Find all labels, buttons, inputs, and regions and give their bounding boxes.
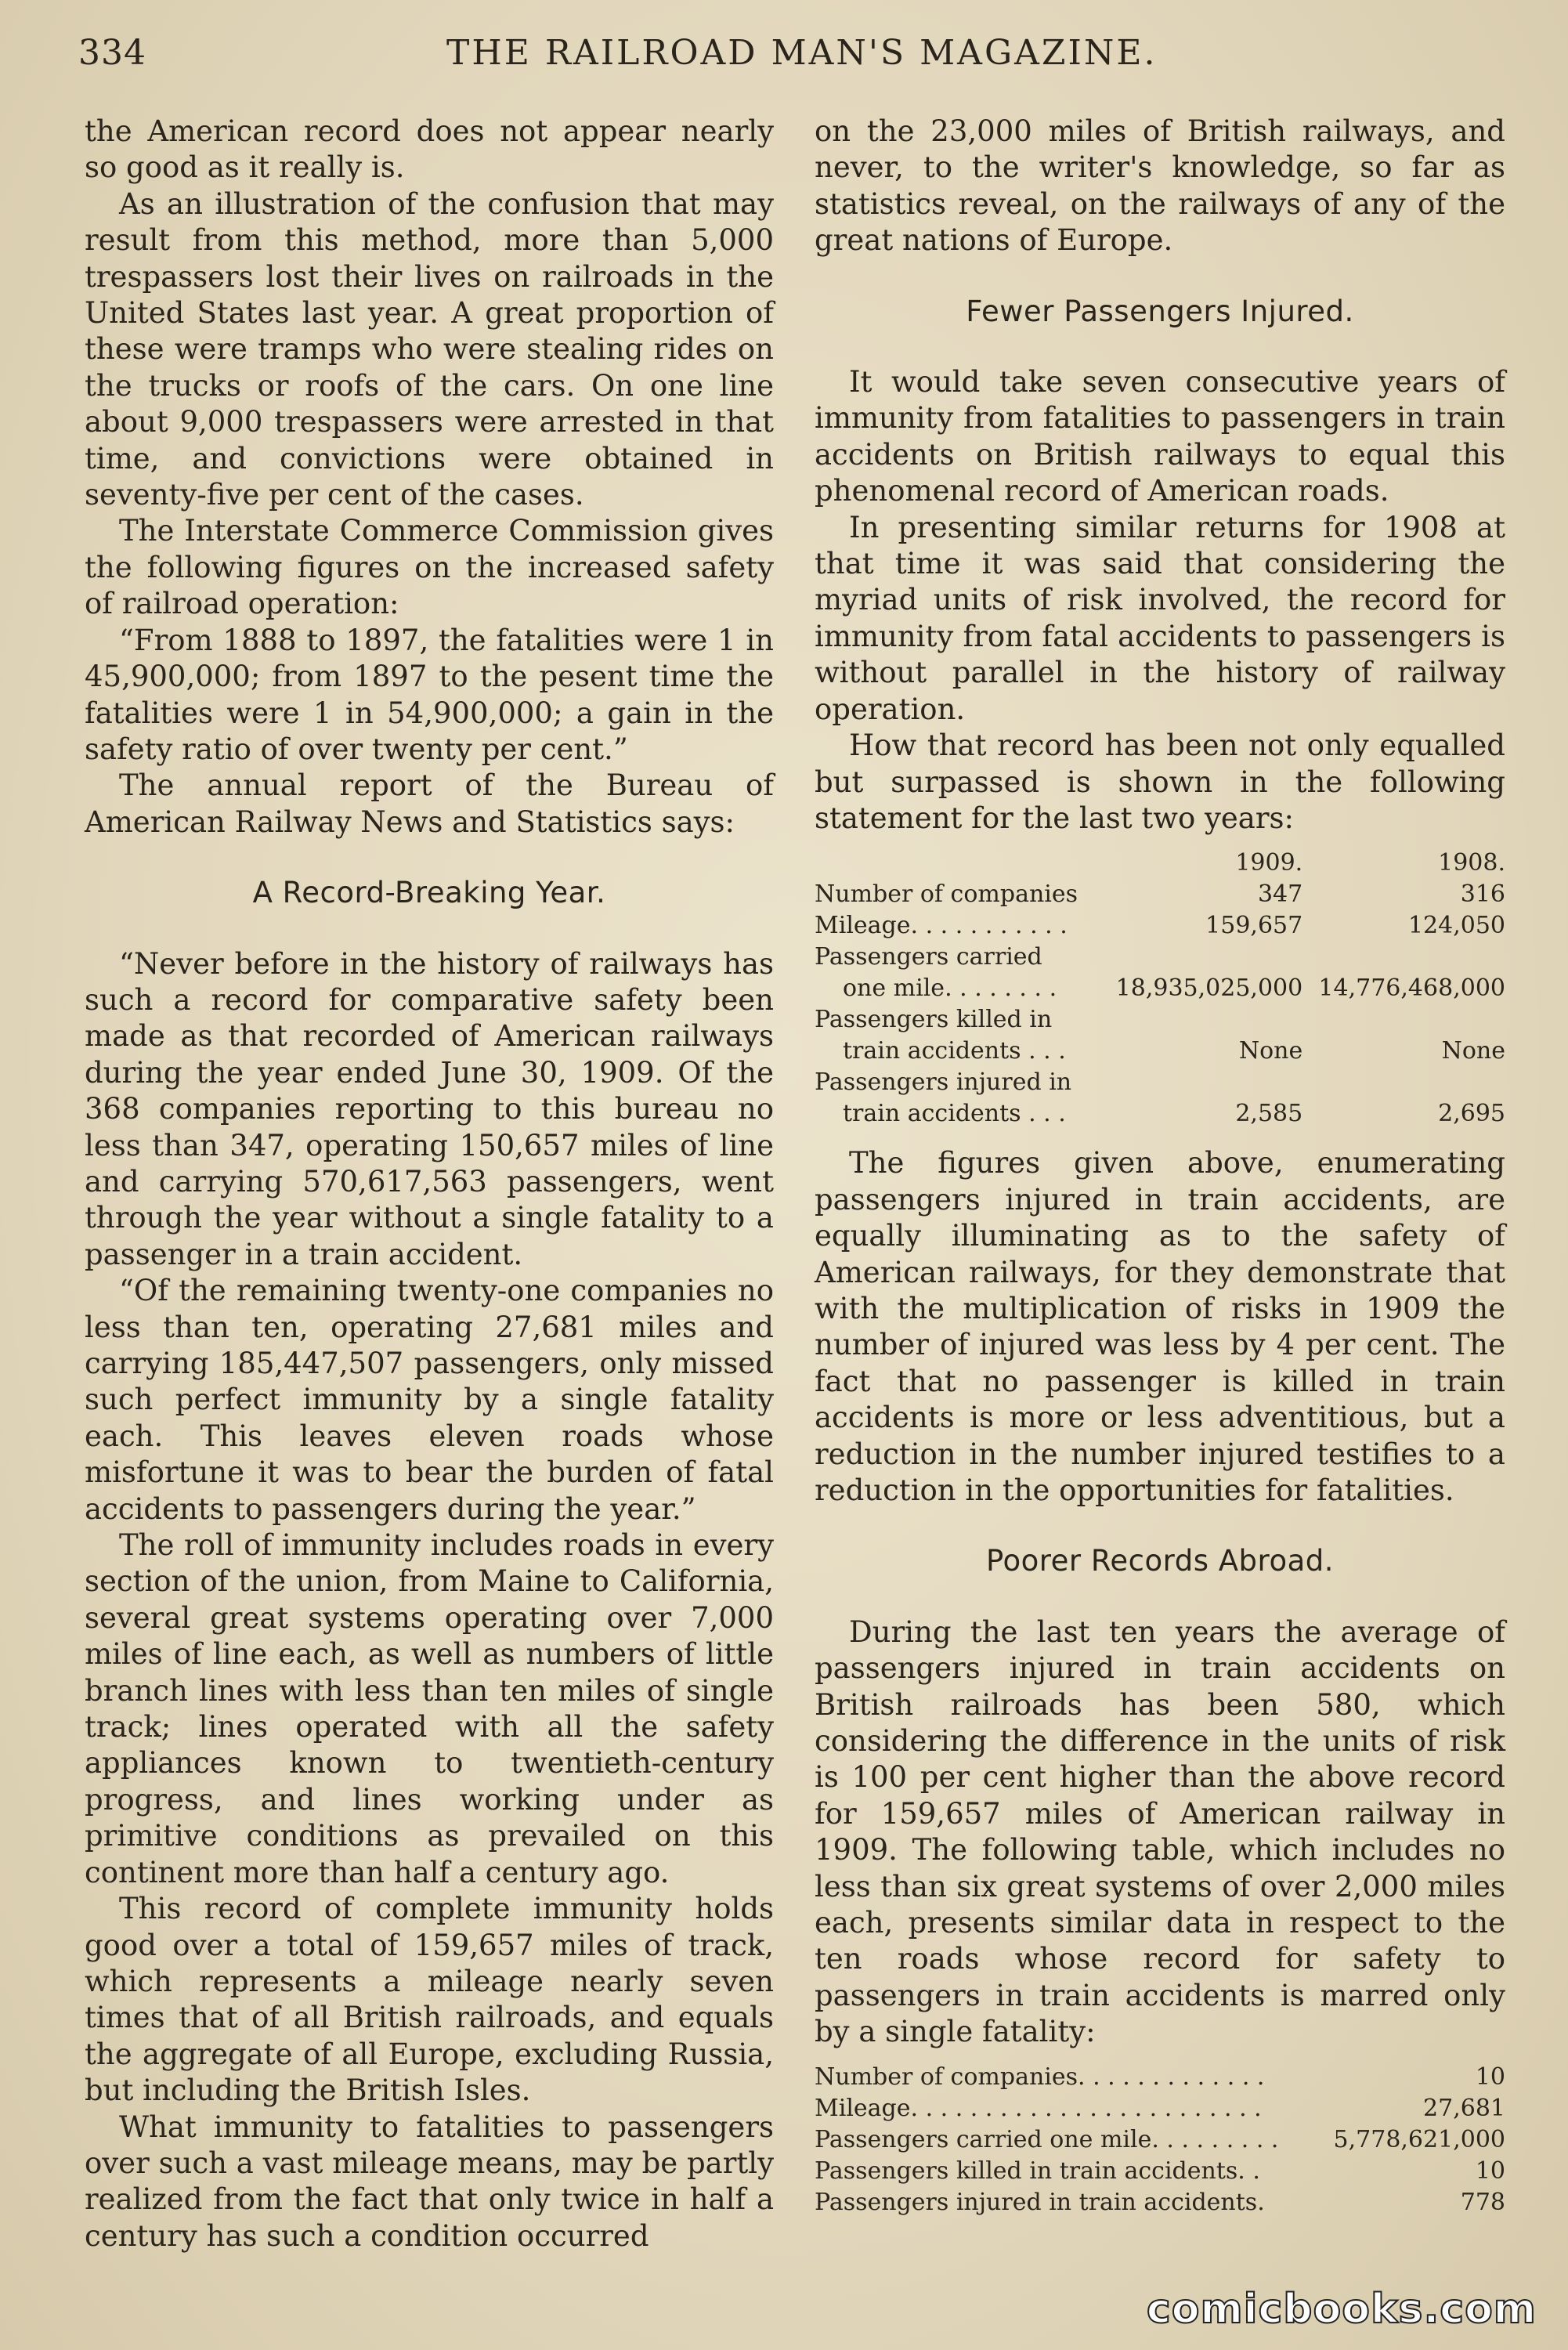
table-row — [815, 942, 1505, 973]
cell-value: None — [1238, 1037, 1303, 1065]
table-row — [815, 2124, 1505, 2156]
paragraph: In presenting similar returns for 1908 at that time it was said that considering the myriad units of risk involved, the record for immunity from fatal accidents to passengers is without parallel in the history of railway operation. — [815, 510, 1505, 726]
paragraph: It would take seven consecutive years of immunity from fatalities to passengers in train accidents on British railways to equal this phenomenal record of American roads. — [815, 365, 1505, 508]
cell-value — [1302, 1067, 1505, 1098]
row-label: Number of companies — [815, 880, 1078, 909]
cell-value: 10 — [1475, 2157, 1505, 2185]
column-header: 1908. — [1438, 849, 1505, 877]
column-header: 1909. — [1235, 849, 1303, 877]
paragraph: on the 23,000 miles of British railways, and never, to the writer's knowledge, so far as statistics reveal, on the railways of any of the great nations of Europe. — [815, 114, 1505, 258]
watermark: comicbooks.com — [1146, 2286, 1537, 2333]
section-heading: Poorer Records Abroad. — [985, 1544, 1335, 1578]
cell-value — [1100, 1067, 1302, 1098]
cell-value — [1100, 942, 1302, 973]
row-label: Number of companies. . . . . . . . . . . . . — [815, 2063, 1265, 2091]
table-row — [815, 973, 1505, 1004]
left-column — [85, 114, 774, 2254]
paragraph: “Of the remaining twenty-one companies no less than ten, operating 27,681 miles and carrying 185,447,507 passengers, only missed such perfect immunity by a single fatality each. This leaves eleven roads whose misfortune it was to bear the burden of fatal accidents to passengers during the year.” — [85, 1274, 774, 1526]
cell-value: 159,657 — [1205, 912, 1303, 940]
table-row — [815, 879, 1505, 910]
table-row — [815, 910, 1505, 942]
row-label: Passengers carried — [815, 943, 1042, 971]
paragraph: How that record has been not only equalled but surpassed is shown in the following statement for the last two years: — [815, 728, 1505, 835]
row-label: Passengers killed in train accidents. . — [815, 2157, 1260, 2185]
table-header-row — [815, 848, 1505, 879]
cell-value: 124,050 — [1407, 912, 1505, 940]
page-number: 334 — [78, 33, 146, 73]
cell-value: None — [1441, 1037, 1505, 1065]
row-label: train accidents . . . — [843, 1100, 1066, 1128]
paragraph: The annual report of the Bureau of American Railway News and Statistics says: — [85, 768, 774, 839]
row-label: one mile. . . . . . . . — [843, 974, 1057, 1003]
table-row — [815, 1067, 1505, 1098]
cell-value: 10 — [1475, 2063, 1505, 2091]
cell-value: 2,585 — [1235, 1100, 1303, 1128]
paragraph: the American record does not appear nearly so good as it really is. — [85, 114, 774, 185]
row-label: Passengers killed in — [815, 1006, 1053, 1034]
summary-table — [815, 2062, 1505, 2218]
paragraph: During the last ten years the average of passengers injured in train accidents on British railroads has been 580, which considering the difference in the units of risk is 100 per cent higher than the above record for 159,657 miles of American railway in 1909. The following table, which includes no less than six great systems of over 2,000 miles each, presents similar data in respect to the ten roads whose record for safety to passengers in train accidents is marred only by a single fatality: — [815, 1614, 1505, 2049]
paragraph: “From 1888 to 1897, the fatalities were 1 in 45,900,000; from 1897 to the pesent time the fatalities were 1 in 54,900,000; a gain in the safety ratio of over twenty per cent.” — [85, 623, 774, 766]
running-title: THE RAILROAD MAN'S MAGAZINE. — [446, 33, 1158, 73]
table-row — [815, 1004, 1505, 1036]
paragraph: What immunity to fatalities to passengers over such a vast mileage means, may be partly realized from the fact that only twice in half a century has such a condition occurred — [85, 2110, 774, 2253]
table-row — [815, 2156, 1505, 2187]
section-heading: A Record-Breaking Year. — [252, 876, 606, 910]
cell-value: 316 — [1460, 880, 1505, 909]
cell-value: 2,695 — [1438, 1100, 1505, 1128]
paragraph: As an illustration of the confusion that may result from this method, more than 5,000 trespassers lost their lives on railroads in the United States last year. A great proportion of these were tramps who were stealing rides on the trucks or roofs of the cars. On one line about 9,000 trespassers were arrested in that time, and convictions were obtained in seventy-five per cent of the cases. — [85, 186, 774, 512]
cell-value: 27,681 — [1423, 2094, 1505, 2122]
cell-value — [1302, 1004, 1505, 1036]
page-header — [78, 33, 1521, 80]
right-column — [815, 114, 1505, 2234]
cell-value: 778 — [1460, 2188, 1505, 2216]
cell-value: 18,935,025,000 — [1115, 974, 1303, 1003]
row-label: Passengers injured in — [815, 1068, 1072, 1097]
paragraph: The Interstate Commerce Commission gives the following figures on the increased safety of railroad operation: — [85, 514, 774, 621]
table-row — [815, 1098, 1505, 1130]
row-label: Mileage. . . . . . . . . . . . . . . . . . . . . . . . — [815, 2094, 1262, 2122]
paragraph: This record of complete immunity holds good over a total of 159,657 miles of track, which represents a mileage nearly seven times that of all British railroads, and equals the aggregate of all Europe, excluding Russia, but including the British Isles. — [85, 1892, 774, 2108]
row-label: Passengers carried one mile. . . . . . . . . — [815, 2125, 1279, 2153]
section-heading: Fewer Passengers Injured. — [966, 294, 1354, 328]
cell-value — [1302, 942, 1505, 973]
table-row — [815, 2187, 1505, 2218]
row-label: train accidents . . . — [843, 1037, 1066, 1065]
row-label: Mileage. . . . . . . . . . . — [815, 912, 1068, 940]
paragraph: The figures given above, enumerating passengers injured in train accidents, are equally illuminating as to the safety of American railways, for they demonstrate that with the multiplication of risks in 1909 the number of injured was less by 4 per cent. The fact that no passenger is killed in train accidents is more or less adventitious, but a reduction in the number injured testifies to a reduction in the opportunities for fatalities. — [815, 1146, 1505, 1507]
cell-value: 5,778,621,000 — [1333, 2125, 1505, 2153]
table-row — [815, 2062, 1505, 2093]
comparison-table — [815, 848, 1505, 1130]
table-row — [815, 1036, 1505, 1067]
cell-value: 347 — [1257, 880, 1303, 909]
paragraph: The roll of immunity includes roads in every section of the union, from Maine to California, several great systems operating over 7,000 miles of line each, as well as numbers of little branch lines with less than ten miles of single track; lines operated with all the safety appliances known to twentieth-century progress, and lines working under as primitive conditions as prevailed on this continent more than half a century ago. — [85, 1528, 774, 1889]
table-row — [815, 2093, 1505, 2124]
row-label: Passengers injured in train accidents. — [815, 2188, 1265, 2216]
paragraph: “Never before in the history of railways has such a record for comparative safety been made as that recorded of American railways during the year ended June 30, 1909. Of the 368 companies reporting to this bureau no less than 347, operating 150,657 miles of line and carrying 570,617,563 passengers, went through the year without a single fatality to a passenger in a train accident. — [85, 946, 774, 1271]
cell-value: 14,776,468,000 — [1318, 974, 1505, 1003]
cell-value — [1100, 1004, 1302, 1036]
